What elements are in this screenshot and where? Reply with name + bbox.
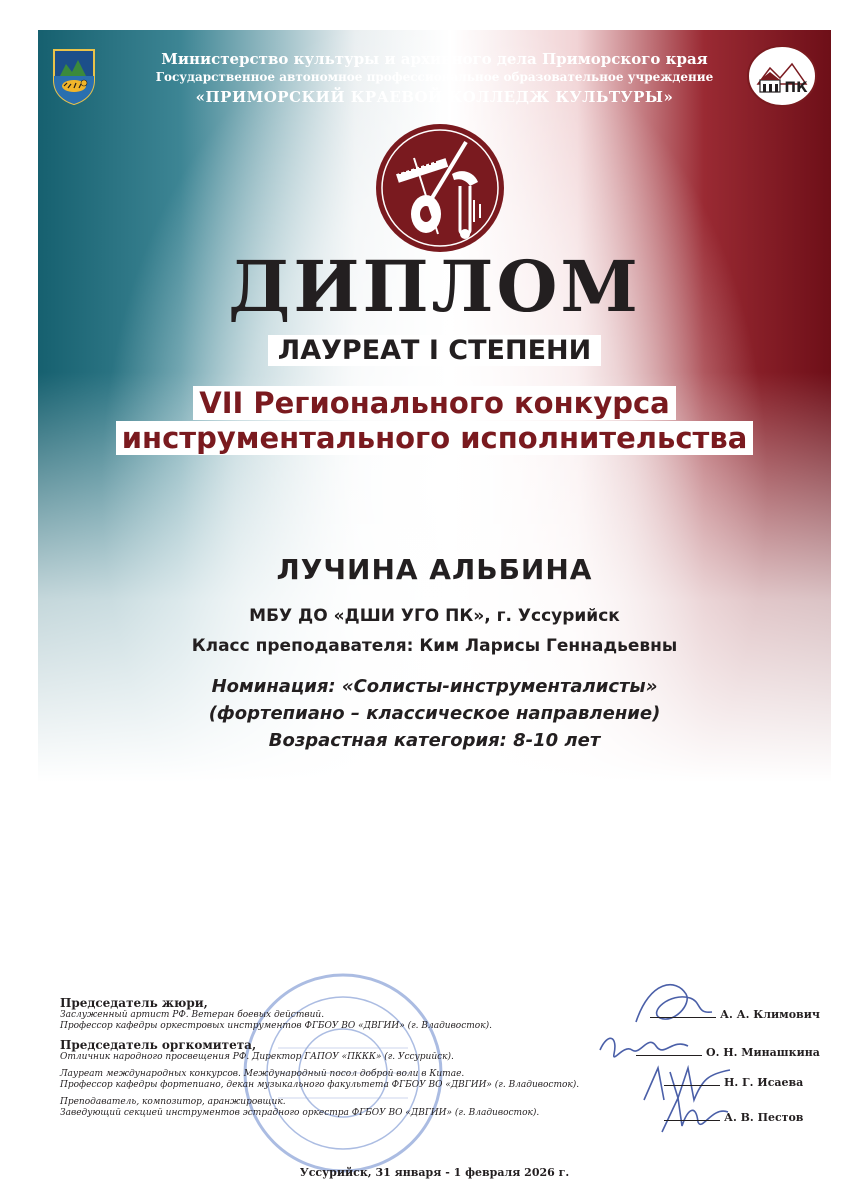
college-name: «ПРИМОРСКИЙ КРАЕВОЙ КОЛЛЕДЖ КУЛЬТУРЫ»: [195, 88, 674, 106]
ministry-heading: Министерство культуры и архивного дела Приморского края: [161, 50, 708, 68]
musical-emblem-icon: [374, 122, 506, 254]
participant-teacher: Класс преподавателя: Ким Ларисы Геннадьевны: [191, 636, 678, 656]
nomination: Номинация: «Солисты-инструменталисты»: [211, 676, 658, 697]
contest-name-line2: инструментального исполнительства: [116, 421, 754, 455]
signature-line: [664, 1076, 803, 1089]
institution-type: Государственное автономное профессиональное образовательное учреждение: [155, 70, 714, 84]
jury-member-desc: Преподаватель, композитор, аранжировщик.: [60, 1097, 286, 1107]
org-chair-role: Председатель оргкомитета,: [60, 1038, 257, 1052]
org-chair-desc: Отличник народного просвещения РФ. Директор ГАПОУ «ПККК» (г. Уссурийск).: [60, 1052, 454, 1062]
signatory-name: А. А. Климович: [720, 1008, 820, 1021]
contest-name-line1: VII Регионального конкурса: [193, 386, 676, 420]
svg-text:ПК: ПК: [784, 80, 808, 96]
place-and-date: Уссурийск, 31 января - 1 февраля 2026 г.: [299, 1166, 570, 1179]
laureate-degree: ЛАУРЕАТ I СТЕПЕНИ: [268, 335, 601, 366]
age-category: Возрастная категория: 8-10 лет: [268, 730, 601, 751]
jury-member-desc: Лауреат международных конкурсов. Международный посол доброй воли в Китае.: [60, 1069, 465, 1079]
college-logo-icon: [746, 44, 818, 108]
signatory-name: А. В. Пестов: [724, 1111, 804, 1124]
jury-credentials: [60, 996, 620, 1119]
jury-member-desc: Заведующий секцией инструментов эстрадного оркестра ФГБОУ ВО «ДВГИИ» (г. Владивосток).: [60, 1108, 540, 1118]
participant-name: ЛУЧИНА АЛЬБИНА: [276, 553, 593, 586]
jury-chair-desc: Профессор кафедры оркестровых инструментов ФГБОУ ВО «ДВГИИ» (г. Владивосток).: [60, 1021, 492, 1031]
signature-line: [664, 1111, 803, 1124]
signatory-name: О. Н. Минашкина: [706, 1046, 820, 1059]
signatory-name: Н. Г. Исаева: [724, 1076, 804, 1089]
jury-member-desc: Профессор кафедры фортепиано, декан музыкального факультета ФГБОУ ВО «ДВГИИ» (г. Владивосток).: [60, 1080, 580, 1090]
participant-school: МБУ ДО «ДШИ УГО ПК», г. Уссурийск: [249, 606, 620, 626]
jury-chair-desc: Заслуженный артист РФ. Ветеран боевых действий.: [60, 1010, 325, 1020]
diploma-sheet: [38, 30, 831, 1179]
signature-line: [636, 1046, 820, 1059]
jury-chair-role: Председатель жюри,: [60, 996, 208, 1010]
signature-line: [650, 1008, 820, 1021]
nomination-direction: (фортепиано – классическое направление): [208, 703, 661, 724]
diploma-title: ДИПЛОМ: [228, 245, 641, 328]
